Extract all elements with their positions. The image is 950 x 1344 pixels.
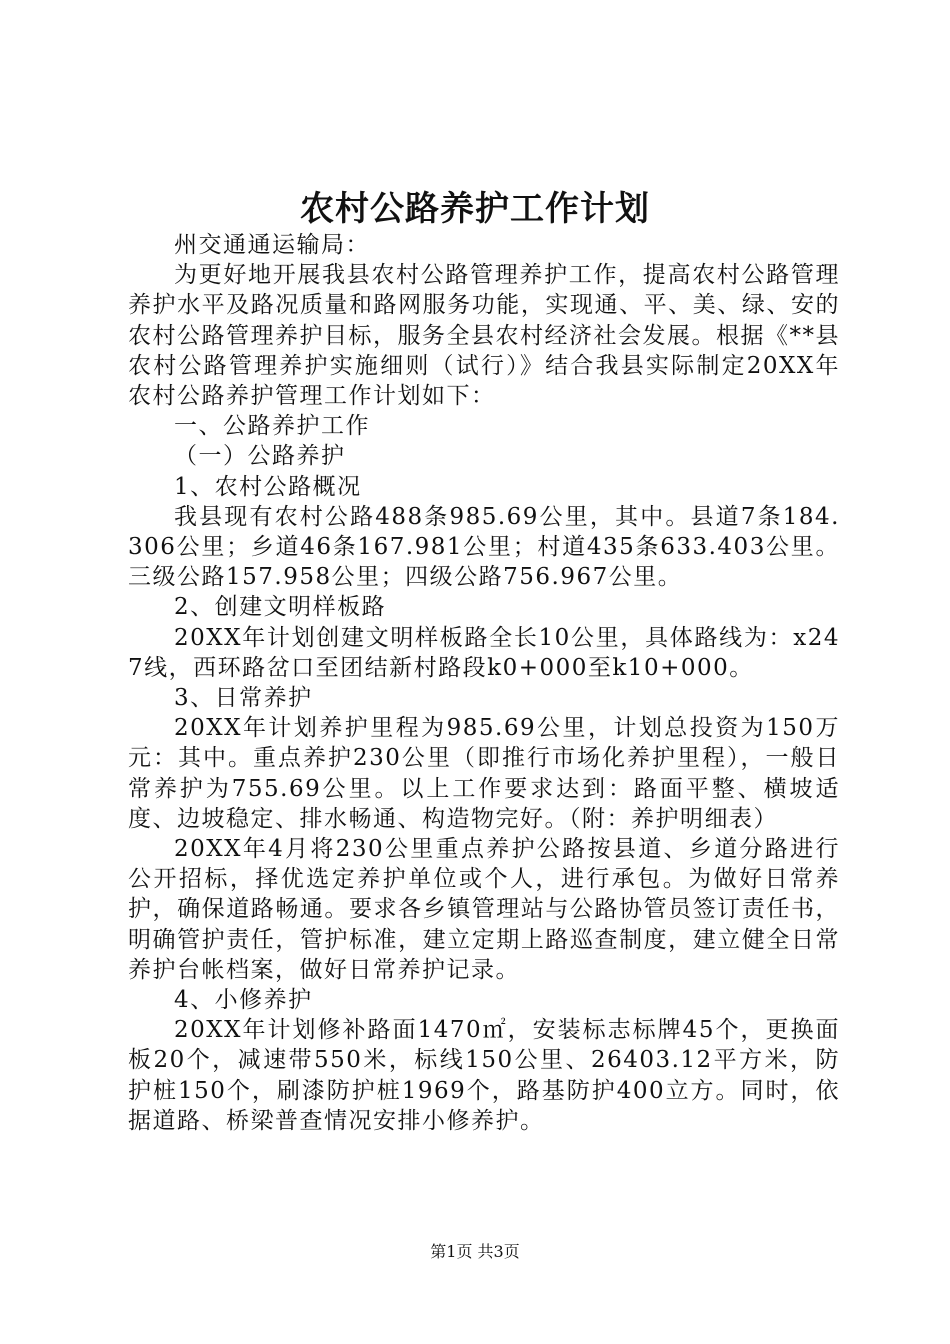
- item-heading-minor-repair: 4、小修养护: [174, 987, 313, 1014]
- daily-maintenance-paragraph: 20XX年计划养护里程为985.69公里，计划总投资为150万元：其中。重点养护230公里（即推行市场化养护里程），一般日常养护为755.69公里。以上工作要求达到：路面平整、横坡适度、边坡稳定、排水畅通、构造物完好。（附：养护明细表）: [128, 715, 840, 832]
- subsection-heading: （一）公路养护: [174, 443, 346, 470]
- item-heading-daily-maintenance: 3、日常养护: [174, 685, 313, 712]
- item-heading-overview: 1、农村公路概况: [174, 473, 362, 500]
- salutation: 州交通通运输局：: [174, 232, 370, 258]
- minor-repair-paragraph: 20XX年计划修补路面1470㎡，安装标志标牌45个，更换面板20个，减速带550米，标线150公里、26403.12平方米，防护桩150个，刷漆防护桩1969个，路基防护400立方。同时，依据道路、桥梁普查情况安排小修养护。: [128, 1017, 840, 1134]
- tender-paragraph: 20XX年4月将230公里重点养护公路按县道、乡道分路进行公开招标，择优选定养护单位或个人，进行承包。为做好日常养护，确保道路畅通。要求各乡镇管理站与公路协管员签订责任书，明确管护责任，管护标准，建立定期上路巡查制度，建立健全日常养护台帐档案，做好日常养护记录。: [128, 836, 840, 983]
- item-heading-model-road: 2、创建文明样板路: [174, 594, 387, 621]
- model-road-paragraph: 20XX年计划创建文明样板路全长10公里，具体路线为：x247线，西环路岔口至团结新村路段k0+000至k10+000。: [128, 624, 840, 681]
- section-heading: 一、公路养护工作: [174, 413, 370, 440]
- overview-paragraph: 我县现有农村公路488条985.69公里，其中。县道7条184.306公里；乡道46条167.981公里；村道435条633.403公里。三级公路157.958公里；四级公路756.967公里。: [128, 503, 840, 591]
- page-number: 第1页 共3页: [430, 1242, 520, 1261]
- document-title: 农村公路养护工作计划: [300, 189, 650, 229]
- document-body: [128, 230, 840, 1136]
- intro-paragraph: 为更好地开展我县农村公路管理养护工作，提高农村公路管理养护水平及路况质量和路网服务功能，实现通、平、美、绿、安的农村公路管理养护目标，服务全县农村经济社会发展。根据《**县农村公路管理养护实施细则（试行）》结合我县实际制定20XX年农村公路养护管理工作计划如下：: [128, 262, 840, 410]
